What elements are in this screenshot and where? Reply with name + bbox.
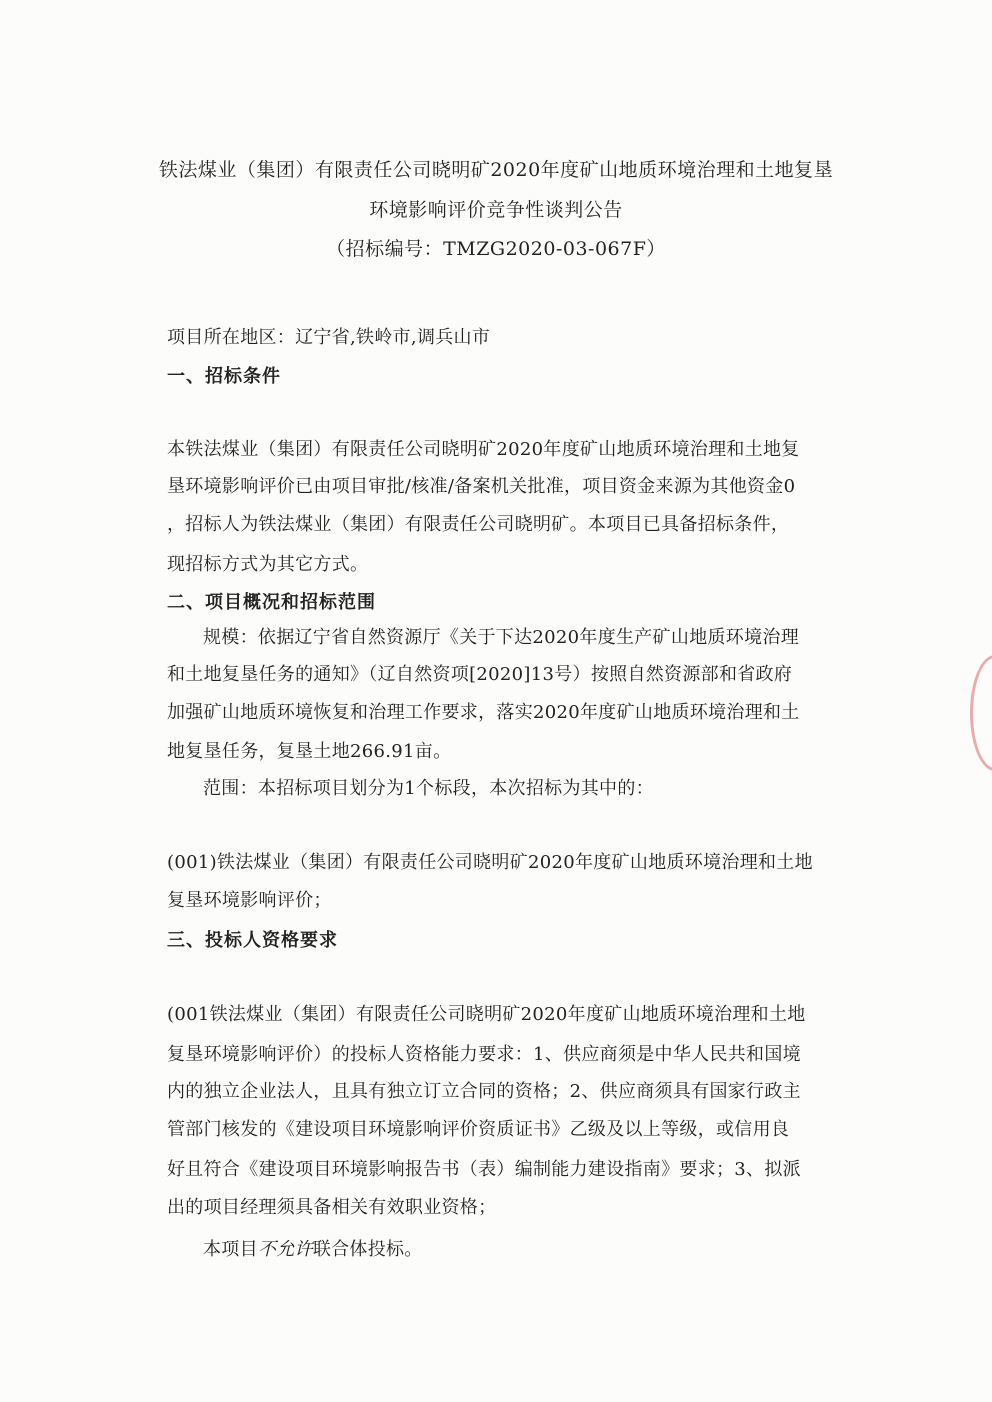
consortium-suffix: 联合体投标。: [312, 1239, 423, 1260]
qualification-line: 管部门核发的《建设项目环境影响评价资质证书》乙级及以上等级，或信用良: [167, 1119, 790, 1140]
scale-line: 加强矿山地质环境恢复和治理工作要求，落实2020年度矿山地质环境治理和土: [167, 702, 800, 723]
consortium-prefix: 本项目: [203, 1239, 258, 1260]
section-1-line: 垦环境影响评价已由项目审批/核准/备案机关批准，项目资金来源为其他资金0: [167, 476, 796, 497]
section-1-line: 现招标方式为其它方式。: [167, 554, 369, 575]
lot-line: (001)铁法煤业（集团）有限责任公司晓明矿2020年度矿山地质环境治理和土地: [167, 852, 813, 873]
section-1-line: ，招标人为铁法煤业（集团）有限责任公司晓明矿。本项目已具备招标条件，: [167, 514, 790, 535]
consortium-statement: [203, 1235, 423, 1261]
document-title-line-2: 环境影响评价竞争性谈判公告: [369, 199, 623, 221]
section-3-heading: 三、投标人资格要求: [167, 930, 338, 951]
section-2-heading: 二、项目概况和招标范围: [167, 592, 376, 613]
red-seal-edge: [970, 655, 992, 771]
project-region: 项目所在地区：辽宁省,铁岭市,调兵山市: [167, 327, 491, 348]
scale-line: 和土地复垦任务的通知》（辽自然资项[2020]13号）按照自然资源部和省政府: [167, 664, 793, 685]
section-1-line: 本铁法煤业（集团）有限责任公司晓明矿2020年度矿山地质环境治理和土地复: [167, 439, 800, 460]
qualification-line: 复垦环境影响评价）的投标人资格能力要求：1、供应商须是中华人民共和国境: [167, 1044, 801, 1065]
qualification-line: 好且符合《建设项目环境影响报告书（表）编制能力建设指南》要求；3、拟派: [167, 1159, 801, 1180]
tender-number: （招标编号：TMZG2020-03-067F）: [326, 238, 666, 260]
lot-line: 复垦环境影响评价；: [167, 890, 332, 911]
consortium-italic: 不允许: [257, 1239, 313, 1260]
qualification-line: (001铁法煤业（集团）有限责任公司晓明矿2020年度矿山地质环境治理和土地: [167, 1004, 806, 1025]
qualification-line: 出的项目经理须具备相关有效职业资格；: [167, 1197, 497, 1218]
section-1-heading: 一、招标条件: [167, 366, 281, 387]
document-title-line-1: 铁法煤业（集团）有限责任公司晓明矿2020年度矿山地质环境治理和土地复垦: [158, 159, 834, 181]
scope-line: 范围：本招标项目划分为1个标段，本次招标为其中的：: [203, 778, 654, 799]
qualification-line: 内的独立企业法人，且具有独立订立合同的资格；2、供应商须具有国家行政主: [167, 1081, 801, 1102]
scale-line: 规模：依据辽宁省自然资源厅《关于下达2020年度生产矿山地质环境治理: [203, 627, 800, 648]
scale-line: 地复垦任务，复垦土地266.91亩。: [167, 741, 452, 762]
